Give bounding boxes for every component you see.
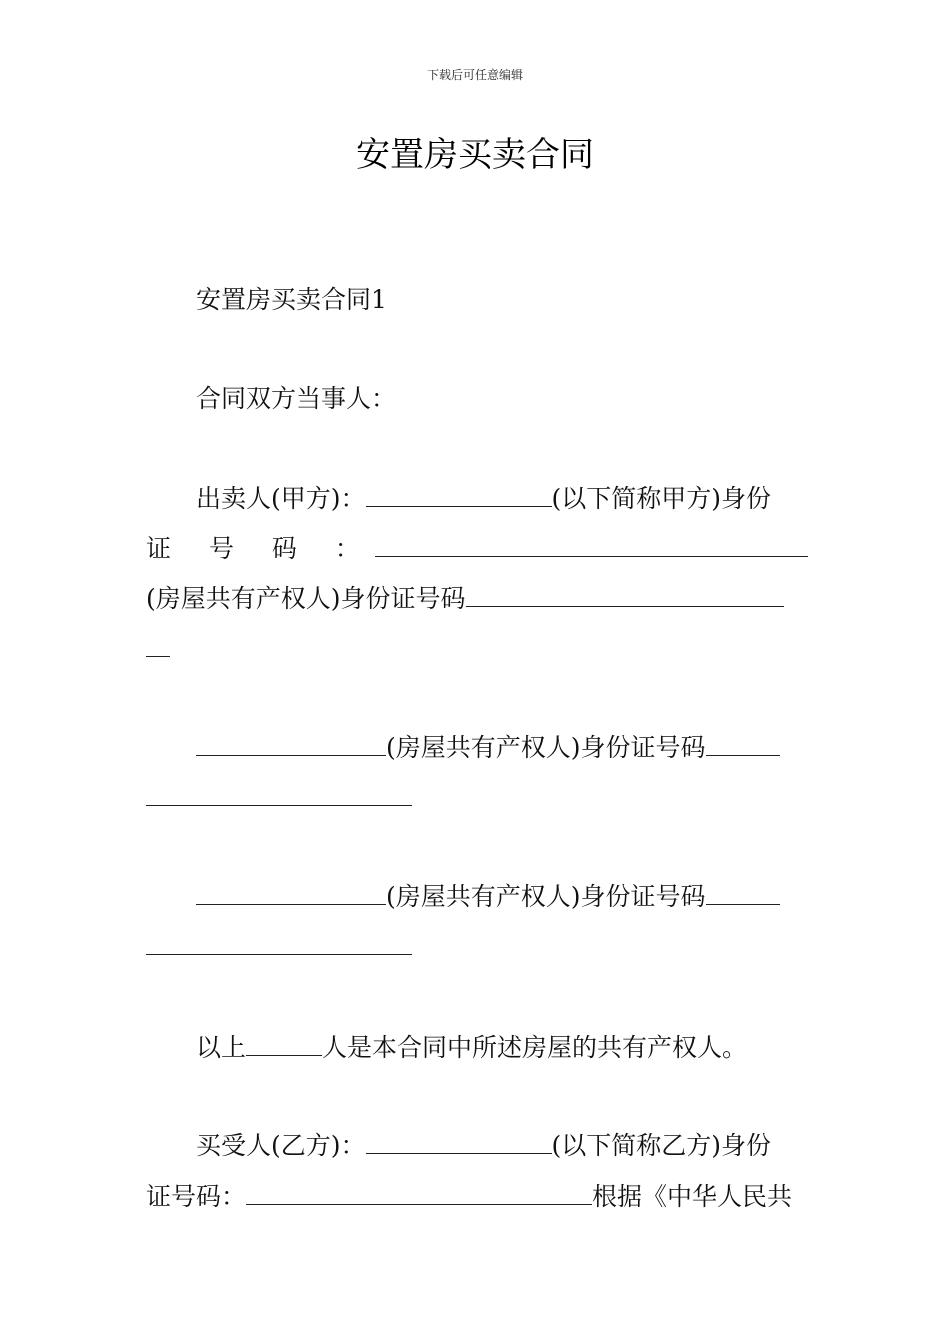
subtitle-line bbox=[196, 282, 387, 318]
coowner-line-2 bbox=[196, 729, 808, 765]
seller-alias: (以下简称甲方)身份 bbox=[551, 484, 772, 513]
coowner-id-blank-2 bbox=[706, 729, 780, 756]
buyer-line bbox=[196, 1127, 808, 1163]
coowner-label-1: (房屋共有产权人)身份证号码 bbox=[146, 584, 466, 613]
buyer-id-blank bbox=[246, 1178, 592, 1205]
according-text: 根据《中华人民共 bbox=[592, 1182, 793, 1211]
seller-label: 出卖人(甲方)： bbox=[196, 484, 366, 513]
seller-id-line bbox=[146, 530, 808, 566]
seller-name-blank bbox=[366, 480, 552, 507]
coowner-line-3 bbox=[196, 878, 808, 914]
coowner-name-blank-2 bbox=[196, 729, 386, 756]
seller-id-label: 证 号 码 ： bbox=[146, 534, 375, 563]
coowner-label-2: (房屋共有产权人)身份证号码 bbox=[386, 733, 706, 762]
coowner-line-1 bbox=[146, 580, 808, 616]
coowner-line-1-cont bbox=[146, 630, 170, 666]
parties-heading: 合同双方当事人： bbox=[196, 384, 397, 413]
coowner-label-3: (房屋共有产权人)身份证号码 bbox=[386, 882, 706, 911]
coowner-count-blank bbox=[246, 1029, 322, 1056]
coowner-line-2-cont bbox=[146, 779, 412, 815]
coowner-id-blank-2-cont bbox=[146, 779, 412, 806]
header-note: 下载后可任意编辑 bbox=[426, 68, 523, 82]
above-suffix: 人是本合同中所述房屋的共有产权人。 bbox=[322, 1033, 748, 1062]
coowner-id-blank-3-cont bbox=[146, 928, 412, 955]
coowner-name-blank-3 bbox=[196, 878, 386, 905]
buyer-id-line bbox=[146, 1178, 808, 1214]
above-prefix: 以上 bbox=[196, 1033, 247, 1062]
buyer-alias: (以下简称乙方)身份 bbox=[551, 1131, 772, 1160]
subtitle-text: 安置房买卖合同1 bbox=[196, 285, 387, 314]
coowners-statement-line bbox=[196, 1029, 747, 1065]
coowner-id-blank-3 bbox=[706, 878, 780, 905]
parties-heading-line bbox=[196, 381, 396, 417]
coowner-line-3-cont bbox=[146, 928, 412, 964]
coowner-id-blank-1-cont bbox=[146, 630, 170, 657]
buyer-name-blank bbox=[366, 1127, 552, 1154]
seller-id-blank bbox=[375, 530, 808, 557]
buyer-label: 买受人(乙方)： bbox=[196, 1131, 366, 1160]
seller-line bbox=[196, 480, 808, 516]
buyer-id-label: 证号码： bbox=[146, 1182, 247, 1211]
document-title: 安置房买卖合同 bbox=[356, 135, 594, 175]
coowner-id-blank-1 bbox=[466, 580, 784, 607]
